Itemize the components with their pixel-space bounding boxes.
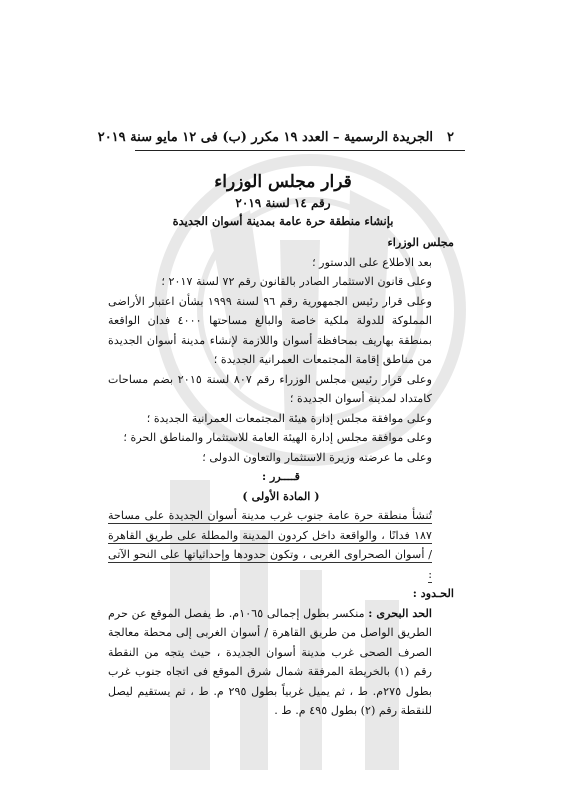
north-boundary-text: منكسر بطول إجمالى ١٠٦٥م. ط يفصل الموقع عن حرم الطريق الواصل من طريق القاهرة / أسوان الغربى إلى محطة معالجة الصرف الصحى غرب مدينة أسوان الجديدة ، حيث يتجه من النقطة رقم (١) بالخريطة المرفقة شمال شرق الموقع فى اتجاه جنوب غرب بطول ٢٧٥م. ط ، ثم يميل غربياً بطول ٢٩٥ م. ط ، ثم يستقيم ليصل للنقطة رقم (٢) بطول ٤٩٥ م. ط .: [108, 606, 432, 717]
article-title: ( المادة الأولى ): [242, 488, 320, 503]
north-boundary-label: الحد البحرى :: [368, 605, 433, 620]
issuer-heading: مجلس الوزراء: [387, 235, 454, 249]
preamble-item: وعلى موافقة مجلس إدارة هيئة المجتمعات العمرانية الجديدة ؛: [146, 411, 432, 425]
preamble-item: وعلى موافقة مجلس إدارة الهيئة العامة للاستثمار والمناطق الحرة ؛: [123, 431, 432, 444]
decree-number: رقم ١٤ لسنة ٢٠١٩: [235, 196, 331, 210]
north-boundary: [108, 604, 454, 721]
decree-subject: بإنشاء منطقة حرة عامة بمدينة أسوان الجديدة: [172, 214, 394, 228]
preamble-item: بعد الاطلاع على الدستور ؛: [312, 255, 432, 269]
preamble-item: وعلى ما عرضته وزيرة الاستثمار والتعاون الدولى ؛: [202, 450, 432, 464]
header-divider: [135, 150, 465, 151]
decided-heading: قــــرر :: [261, 469, 301, 483]
preamble-item: وعلى قرار رئيس الجمهورية رقم ٩٦ لسنة ١٩٩٩ بشأن اعتبار الأراضى المملوكة للدولة ملكية خاصة والبالغ مساحتها ٤٠٠٠ فدان الواقعة بمنطقة بهاريف بمحافظة أسوان واللازمة لإنشاء مدينة أسوان الجديدة من مناطق إقامة المجتمعات العمرانية الجديدة ؛: [108, 294, 432, 366]
article-text-content: تُنشأ منطقة حرة عامة جنوب غرب مدينة أسوان الجديدة على مساحة ١٨٧ فدانًا ، والواقعة داخل كردون المدينة والمطلة على طريق القاهرة / أسوان الصحراوى الغربى ، وتكون حدودها وإحداثياتها على النحو الآتى :: [108, 509, 432, 581]
preamble-item: وعلى قانون الاستثمار الصادر بالقانون رقم ٧٢ لسنة ٢٠١٧ ؛: [161, 275, 432, 288]
article-text: [108, 506, 454, 584]
gazette-issue-line: الجريدة الرسمية – العدد ١٩ مكرر (ب) فى ١٢ مايو سنة ٢٠١٩: [97, 130, 434, 145]
page-number: ٢: [447, 130, 454, 145]
gazette-header: [97, 130, 454, 145]
boundaries-label: الحـدود :: [412, 586, 454, 600]
decree-body: [108, 233, 454, 721]
decree-title: قرار مجلس الوزراء: [214, 172, 352, 192]
preamble-item: وعلى قرار رئيس مجلس الوزراء رقم ٨٠٧ لسنة ٢٠١٥ بضم مساحات كامتداد لمدينة أسوان الجديدة ؛: [108, 372, 432, 405]
